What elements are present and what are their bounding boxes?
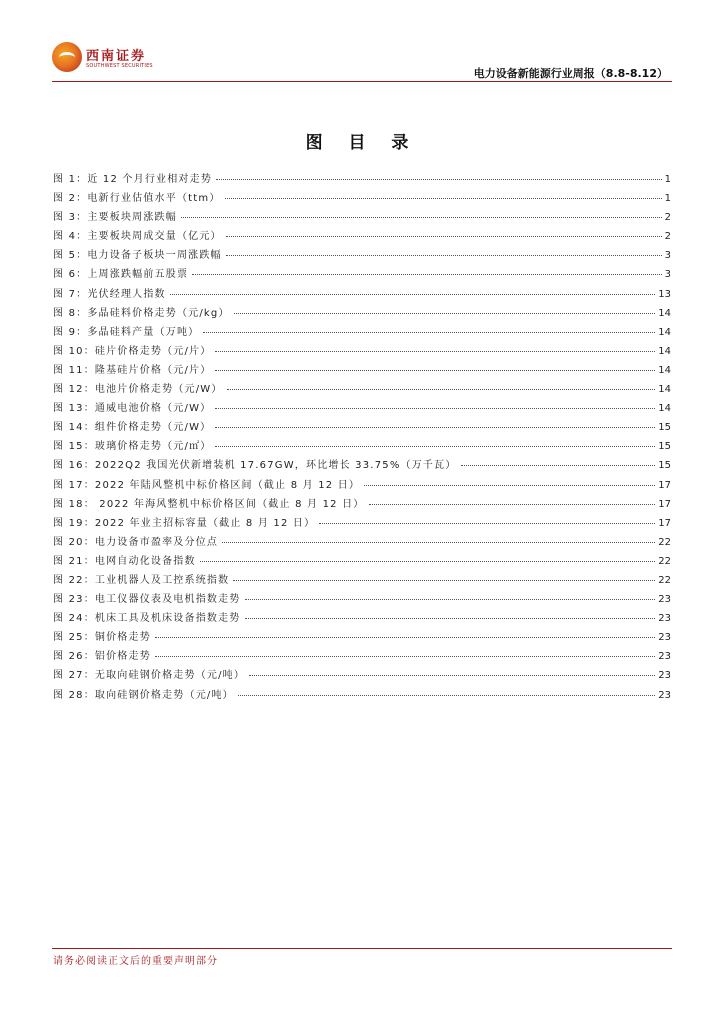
figure-table-of-contents (53, 170, 671, 705)
toc-dot-leader (215, 446, 655, 447)
toc-dot-leader (203, 332, 655, 333)
toc-entry-page-number: 23 (658, 632, 671, 644)
toc-entry[interactable] (53, 380, 671, 399)
footer-divider (52, 948, 672, 949)
toc-entry-page-number: 23 (658, 594, 671, 606)
toc-entry-page-number: 1 (664, 193, 671, 205)
toc-entry-page-number: 23 (658, 670, 671, 682)
toc-entry[interactable] (53, 647, 671, 666)
toc-entry-label: 图 28：取向硅钢价格走势（元/吨） (53, 689, 234, 701)
toc-entry-page-number: 17 (658, 517, 671, 529)
toc-entry-label: 图 8：多晶硅料价格走势（元/kg） (53, 307, 230, 319)
toc-entry-label: 图 11：隆基硅片价格（元/片） (53, 364, 212, 376)
toc-entry-page-number: 14 (658, 364, 671, 376)
toc-entry[interactable] (53, 476, 671, 495)
toc-entry[interactable] (53, 552, 671, 571)
toc-entry[interactable] (53, 571, 671, 590)
toc-entry-label: 图 16：2022Q2 我国光伏新增装机 17.67GW，环比增长 33.75%（万千瓦） (53, 460, 457, 472)
toc-entry-page-number: 22 (658, 574, 671, 586)
toc-dot-leader (215, 408, 655, 409)
toc-entry-label: 图 2：电新行业估值水平（ttm） (53, 193, 221, 205)
toc-entry[interactable] (53, 342, 671, 361)
toc-entry[interactable] (53, 628, 671, 647)
toc-entry[interactable] (53, 666, 671, 685)
toc-entry[interactable] (53, 227, 671, 246)
logo-emblem-icon (52, 42, 82, 72)
toc-dot-leader (238, 695, 655, 696)
toc-entry-page-number: 15 (658, 460, 671, 472)
toc-dot-leader (369, 504, 656, 505)
footer-disclaimer: 请务必阅读正文后的重要声明部分 (53, 956, 218, 967)
toc-entry[interactable] (53, 590, 671, 609)
toc-entry-label: 图 25：铜价格走势 (53, 632, 151, 644)
toc-entry-page-number: 2 (664, 212, 671, 224)
toc-entry-page-number: 14 (658, 403, 671, 415)
toc-entry-label: 图 1：近 12 个月行业相对走势 (53, 174, 213, 185)
toc-entry[interactable] (53, 265, 671, 284)
toc-entry-label: 图 18： 2022 年海风整机中标价格区间（截止 8 月 12 日） (53, 498, 365, 510)
toc-entry[interactable] (53, 208, 671, 227)
toc-entry-label: 图 12：电池片价格走势（元/W） (53, 384, 223, 396)
toc-entry[interactable] (53, 323, 671, 342)
toc-entry-label: 图 14：组件价格走势（元/W） (53, 422, 212, 434)
toc-dot-leader (227, 389, 656, 390)
toc-entry-page-number: 3 (664, 250, 671, 262)
toc-entry-page-number: 14 (658, 307, 671, 319)
toc-entry-page-number: 3 (664, 269, 671, 281)
toc-entry-label: 图 3：主要板块周涨跌幅 (53, 212, 177, 224)
toc-dot-leader (192, 274, 661, 275)
toc-entry-label: 图 13：通威电池价格（元/W） (53, 403, 212, 415)
logo-english-name: SOUTHWEST SECURITIES (86, 63, 153, 69)
page-header (52, 40, 672, 84)
toc-entry[interactable] (53, 285, 671, 304)
toc-entry-page-number: 14 (658, 345, 671, 357)
toc-dot-leader (181, 217, 662, 218)
report-title: 电力设备新能源行业周报（8.8-8.12） (473, 67, 668, 80)
toc-entry[interactable] (53, 686, 671, 705)
toc-entry-page-number: 13 (658, 288, 671, 300)
toc-entry-page-number: 1 (664, 174, 671, 185)
toc-entry[interactable] (53, 456, 671, 475)
toc-entry[interactable] (53, 399, 671, 418)
toc-dot-leader (170, 294, 656, 295)
toc-entry-label: 图 4：主要板块周成交量（亿元） (53, 231, 222, 243)
toc-entry-page-number: 14 (658, 384, 671, 396)
toc-entry-page-number: 17 (658, 498, 671, 510)
toc-dot-leader (155, 637, 655, 638)
toc-entry-label: 图 19：2022 年业主招标容量（截止 8 月 12 日） (53, 517, 316, 529)
toc-entry-label: 图 10：硅片价格走势（元/片） (53, 345, 212, 357)
toc-entry[interactable] (53, 609, 671, 628)
toc-dot-leader (215, 351, 655, 352)
toc-dot-leader (234, 313, 656, 314)
toc-entry-label: 图 6：上周涨跌幅前五股票 (53, 269, 189, 281)
toc-entry[interactable] (53, 304, 671, 323)
toc-entry-page-number: 2 (664, 231, 671, 243)
toc-dot-leader (225, 198, 662, 199)
toc-dot-leader (319, 523, 655, 524)
toc-entry-page-number: 17 (658, 479, 671, 491)
toc-entry-label: 图 24：机床工具及机床设备指数走势 (53, 613, 241, 625)
toc-entry-label: 图 5：电力设备子板块一周涨跌幅 (53, 250, 222, 262)
toc-entry-label: 图 23：电工仪器仪表及电机指数走势 (53, 594, 241, 606)
toc-entry-page-number: 23 (658, 651, 671, 663)
toc-entry[interactable] (53, 533, 671, 552)
header-divider (52, 81, 672, 82)
toc-dot-leader (233, 580, 655, 581)
toc-dot-leader (200, 561, 656, 562)
toc-entry-label: 图 22：工业机器人及工控系统指数 (53, 574, 230, 586)
toc-dot-leader (155, 656, 655, 657)
toc-entry[interactable] (53, 437, 671, 456)
toc-entry-page-number: 15 (658, 422, 671, 434)
toc-entry[interactable] (53, 189, 671, 208)
toc-entry[interactable] (53, 514, 671, 533)
toc-entry-label: 图 9：多晶硅料产量（万吨） (53, 326, 200, 338)
toc-entry-page-number: 23 (658, 689, 671, 701)
company-logo (52, 42, 162, 78)
toc-entry-label: 图 20：电力设备市盈率及分位点 (53, 536, 219, 548)
toc-dot-leader (461, 465, 656, 466)
toc-heading: 图 目 录 (305, 133, 419, 153)
toc-entry-label: 图 7：光伏经理人指数 (53, 288, 166, 300)
toc-entry-label: 图 17：2022 年陆风整机中标价格区间（截止 8 月 12 日） (53, 479, 361, 491)
toc-entry[interactable] (53, 170, 671, 189)
toc-dot-leader (215, 370, 655, 371)
toc-entry-page-number: 22 (658, 536, 671, 548)
toc-dot-leader (226, 255, 662, 256)
toc-dot-leader (245, 599, 656, 600)
toc-entry[interactable] (53, 418, 671, 437)
toc-entry-page-number: 22 (658, 555, 671, 567)
logo-chinese-name: 西南证券 (86, 49, 147, 64)
toc-dot-leader (222, 542, 655, 543)
toc-dot-leader (245, 618, 656, 619)
toc-entry[interactable] (53, 495, 671, 514)
toc-entry-page-number: 14 (658, 326, 671, 338)
toc-entry-label: 图 26：铝价格走势 (53, 651, 151, 663)
toc-entry-page-number: 15 (658, 441, 671, 453)
toc-dot-leader (226, 236, 662, 237)
toc-entry-label: 图 21：电网自动化设备指数 (53, 555, 196, 567)
toc-dot-leader (216, 179, 662, 180)
toc-dot-leader (249, 675, 655, 676)
toc-dot-leader (364, 485, 655, 486)
toc-entry-label: 图 27：无取向硅钢价格走势（元/吨） (53, 670, 246, 682)
toc-entry[interactable] (53, 361, 671, 380)
toc-entry-label: 图 15：玻璃价格走势（元/㎡） (53, 441, 212, 453)
toc-entry-page-number: 23 (658, 613, 671, 625)
toc-entry[interactable] (53, 246, 671, 265)
toc-dot-leader (215, 427, 655, 428)
